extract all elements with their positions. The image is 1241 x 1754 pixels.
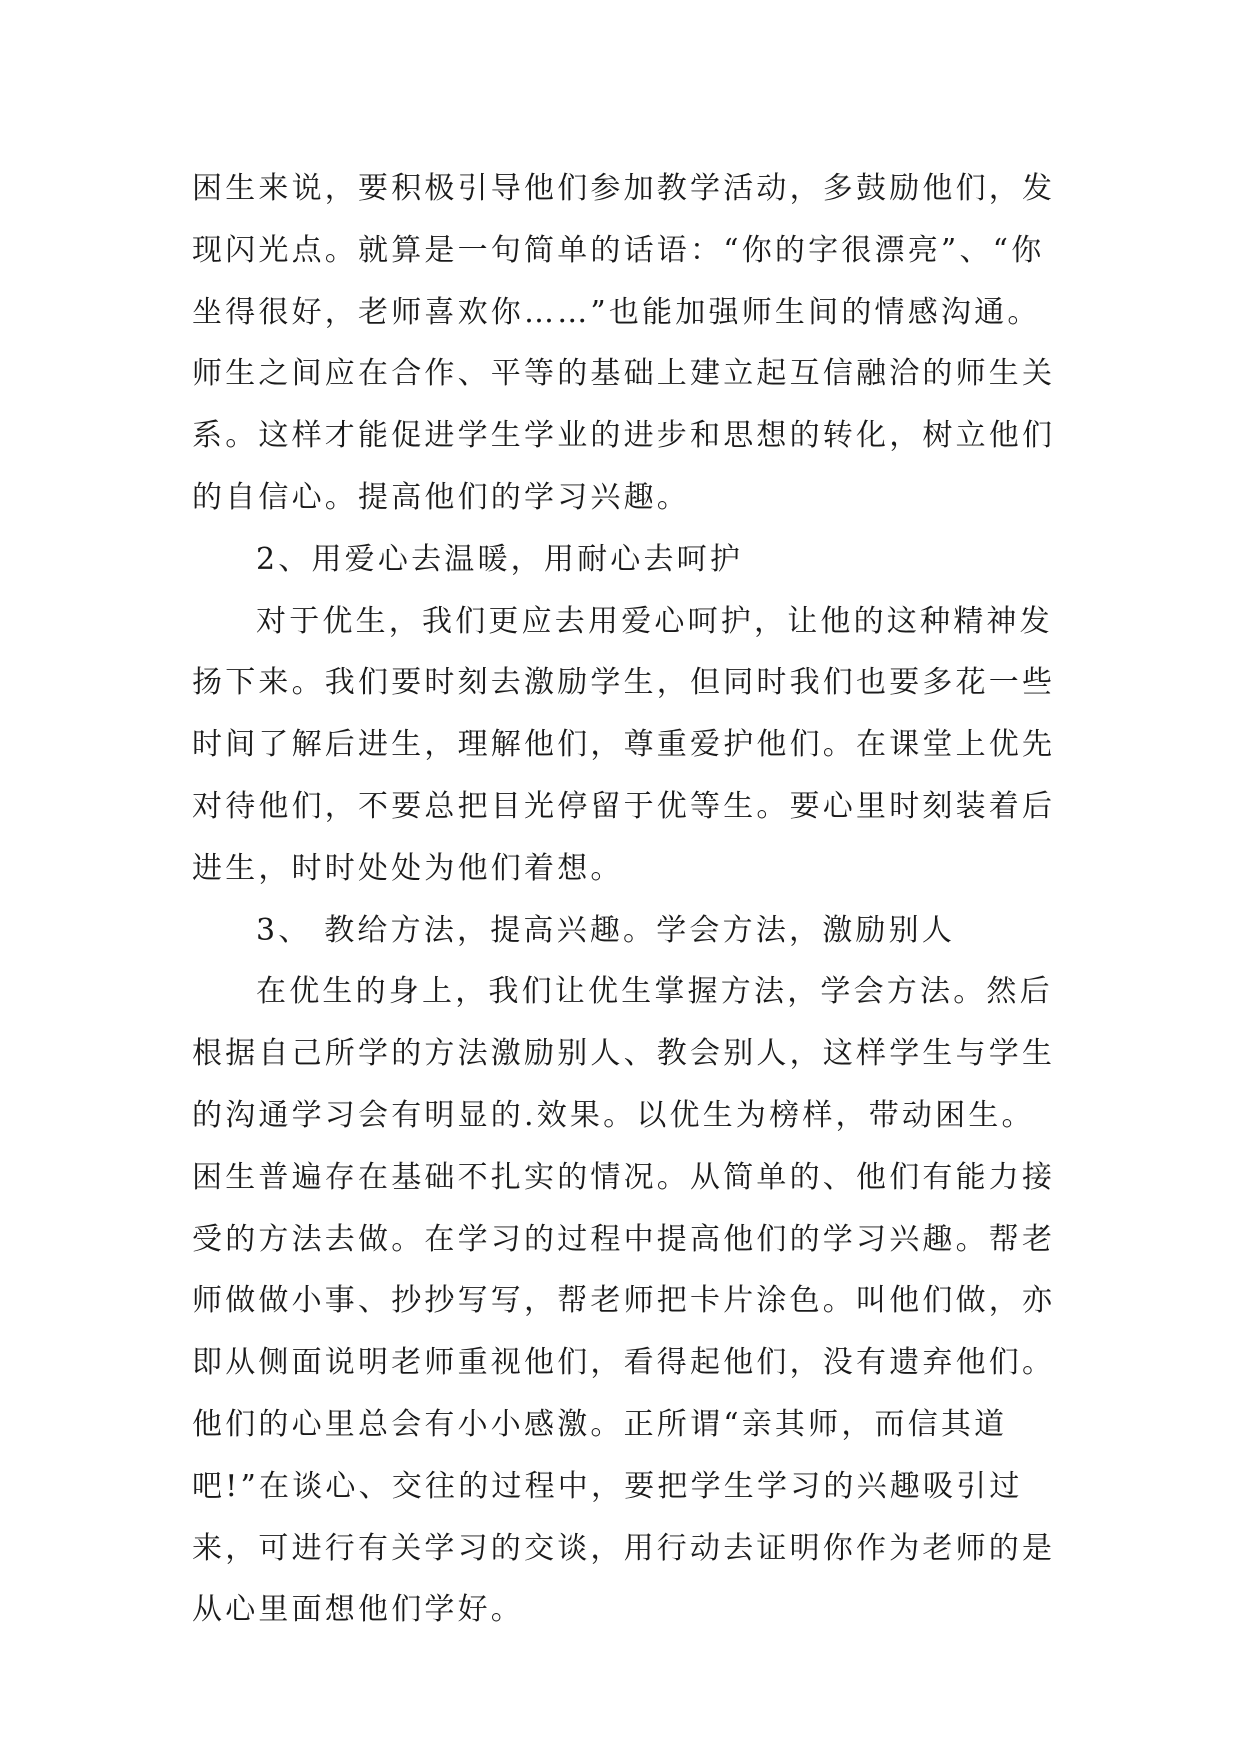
text-line: 他们的心里总会有小小感激。正所谓“亲其师，而信其道	[192, 1406, 1008, 1442]
section-heading-3: 3、 教给方法，提高兴趣。学会方法，激励别人	[256, 912, 956, 948]
text-line: 对待他们，不要总把目光停留于优等生。要心里时刻装着后	[192, 788, 1056, 824]
text-line: 的沟通学习会有明显的.效果。以优生为榜样，带动困生。	[192, 1097, 1035, 1133]
text-line: 现闪光点。就算是一句简单的话语：“你的字很漂亮”、“你	[192, 232, 1045, 268]
text-line: 进生，时时处处为他们着想。	[192, 850, 624, 886]
text-line: 时间了解后进生，理解他们，尊重爱护他们。在课堂上优先	[192, 727, 1056, 763]
section-heading-2: 2、用爱心去温暖，用耐心去呵护	[256, 541, 744, 577]
text-line: 即从侧面说明老师重视他们，看得起他们，没有遗弃他们。	[192, 1345, 1056, 1381]
text-line: 困生来说，要积极引导他们参加教学活动，多鼓励他们，发	[192, 171, 1056, 206]
text-line: 根据自己所学的方法激励别人、教会别人，这样学生与学生	[192, 1036, 1056, 1072]
paragraph-first-line: 对于优生，我们更应去用爱心呵护，让他的这种精神发	[256, 603, 1053, 639]
text-line: 吧!”在谈心、交往的过程中，要把学生学习的兴趣吸引过	[192, 1468, 1023, 1504]
document-body	[192, 158, 1072, 1641]
text-line: 坐得很好，老师喜欢你……”也能加强师生间的情感沟通。	[192, 294, 1041, 330]
text-line: 的自信心。提高他们的学习兴趣。	[192, 479, 690, 515]
text-line: 扬下来。我们要时刻去激励学生，但同时我们也要多花一些	[192, 665, 1056, 701]
text-line: 从心里面想他们学好。	[192, 1592, 524, 1628]
text-line: 受的方法去做。在学习的过程中提高他们的学习兴趣。帮老	[192, 1221, 1056, 1257]
text-line: 困生普遍存在基础不扎实的情况。从简单的、他们有能力接	[192, 1159, 1056, 1195]
text-line: 师做做小事、抄抄写写，帮老师把卡片涂色。叫他们做，亦	[192, 1283, 1056, 1319]
text-line: 系。这样才能促进学生学业的进步和思想的转化，树立他们	[192, 418, 1056, 454]
text-line: 来，可进行有关学习的交谈，用行动去证明你作为老师的是	[192, 1530, 1056, 1566]
paragraph-first-line: 在优生的身上，我们让优生掌握方法，学会方法。然后	[256, 974, 1053, 1010]
text-line: 师生之间应在合作、平等的基础上建立起互信融洽的师生关	[192, 356, 1056, 392]
